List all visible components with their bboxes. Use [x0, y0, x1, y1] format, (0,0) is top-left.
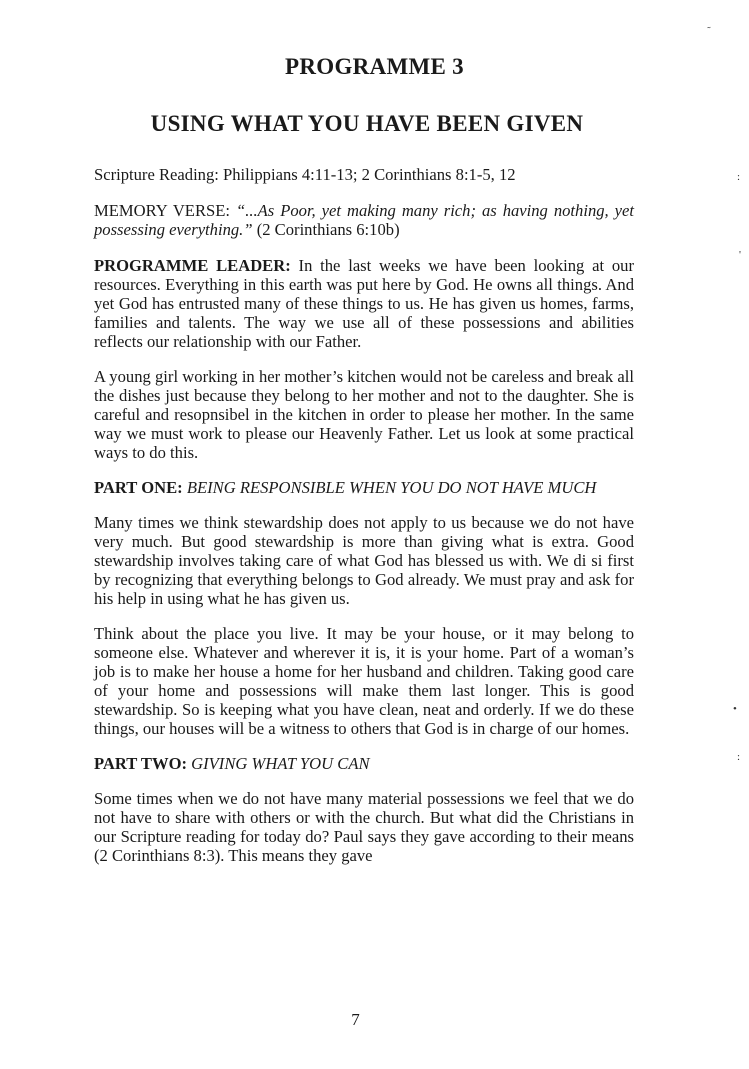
- part-two-label: PART TWO:: [94, 754, 192, 773]
- page-number: 7: [351, 1010, 360, 1029]
- memory-verse: [94, 201, 634, 239]
- scan-speck: •: [733, 703, 737, 715]
- programme-leader-text: In the last weeks we have been looking at our resources. Everything in this earth was put here by God. He owns all things. And yet God has entrusted many of these things to us. He has given us homes, farms, families and talents. The way we use all of these possessions and abilities reflects our relationship with our Father.: [94, 256, 634, 351]
- scan-speck: :: [737, 171, 741, 183]
- memory-verse-reference: (2 Corinthians 6:10b): [252, 220, 400, 239]
- part-two-heading: [94, 754, 634, 773]
- part-one-heading: [94, 478, 634, 497]
- scripture-label: Scripture Reading:: [94, 165, 224, 184]
- memory-verse-quote: “...As Poor, yet making many rich; as having nothing, yet possessing everything.”: [94, 201, 634, 239]
- scan-speck: ˜: [707, 25, 711, 37]
- stewardship-paragraph: Many times we think stewardship does not apply to us because we do not have very much. But good stewardship is more than giving what is extra. Good stewardship involves taking care of what God has blessed us with. We di si first by recognizing that everything belongs to God already. We must pray and ask for his help in using what he has given us.: [94, 513, 634, 608]
- programme-leader-label: PROGRAMME LEADER:: [94, 256, 299, 275]
- programme-leader-paragraph: [94, 256, 634, 351]
- body-content: [94, 165, 634, 865]
- part-two-title: GIVING WHAT YOU CAN: [191, 754, 370, 773]
- scripture-text: Philippians 4:11-13; 2 Corinthians 8:1-5, 12: [223, 165, 516, 184]
- programme-title: PROGRAMME 3: [285, 54, 464, 79]
- part-one-title: BEING RESPONSIBLE WHEN YOU DO NOT HAVE MUCH: [186, 478, 597, 497]
- scan-speck: ': [739, 249, 741, 261]
- memory-verse-label: MEMORY VERSE:: [94, 201, 236, 220]
- lesson-title: USING WHAT YOU HAVE BEEN GIVEN: [150, 111, 584, 136]
- home-paragraph: Think about the place you live. It may be your house, or it may belong to someone else. Whatever and wherever it is, it is your home. Part of a woman’s job is to make her house a home for her husband and children. Taking good care of your home and possessions will make them last longer. This is good stewardship. So is keeping what you have clean, neat and orderly. If we do these things, our houses will be a witness to others that God is in charge of our homes.: [94, 624, 634, 738]
- scripture-reading: [94, 165, 634, 184]
- scan-speck: :: [737, 751, 741, 763]
- giving-paragraph: Some times when we do not have many material possessions we feel that we do not have to share with others or with the church. But what did the Christians in our Scripture reading for today do? Paul says they gave according to their means (2 Corinthians 8:3). This means they gave: [94, 789, 634, 865]
- part-one-label: PART ONE:: [94, 478, 187, 497]
- kitchen-paragraph: A young girl working in her mother’s kitchen would not be careless and break all the dishes just because they belong to her mother and not to the daughter. She is careful and resopnsibel in the kitchen in order to please her mother. In the same way we must work to please our Heavenly Father. Let us look at some practical ways to do this.: [94, 367, 634, 462]
